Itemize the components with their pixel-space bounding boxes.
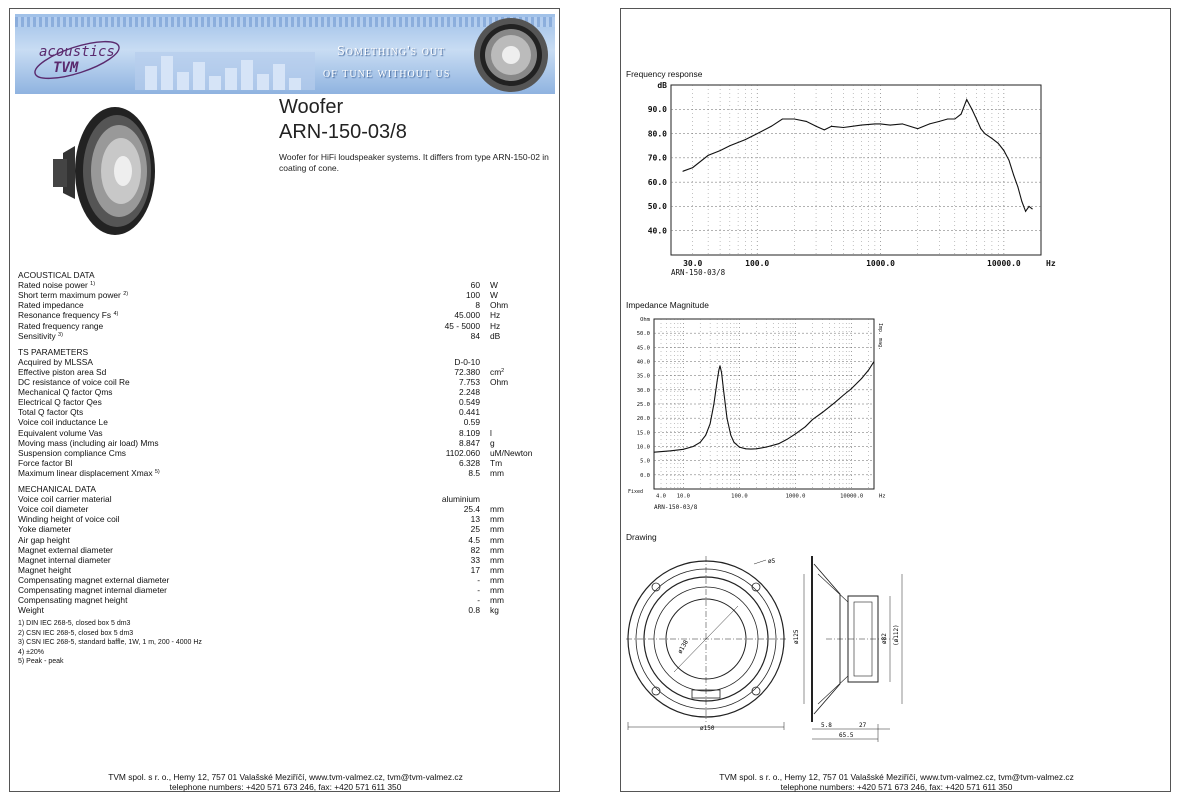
spec-name: Equivalent volume Vas [18,427,103,438]
data-point [778,443,779,444]
footer-phone: telephone numbers: +420 571 673 246, fax: +420 571 611 350 [169,782,402,792]
x-tick-label: 100.0 [731,493,748,500]
spec-row [18,377,538,387]
series-line [683,100,1032,212]
data-point [980,128,981,129]
x-tick-label: 1000.0 [866,259,895,268]
impedance-magnitude-chart [626,311,891,511]
spec-name: Yoke diameter [18,524,72,535]
spec-name: Moving mass (including air load) Mms [18,437,159,448]
logo-brand: TVM [53,60,79,76]
y-tick-label: 30.0 [636,387,650,394]
section-heading: ACOUSTICAL DATA [18,270,95,280]
data-point [1003,150,1004,151]
spec-row [18,357,538,367]
spec-value: - [477,574,480,585]
data-point [795,433,796,434]
footnote: 2) CSN IEC 268-5, closed box 5 dm3 [18,629,134,637]
header-banner [15,14,555,94]
spec-value: 8.109 [459,427,480,438]
spec-footnote-ref: 4) [113,311,119,318]
y-tick-label: 5.0 [640,458,650,465]
data-point [831,126,832,127]
data-point [861,125,862,126]
spec-name: Force factor Bl [18,457,73,468]
data-point [745,448,746,449]
spec-row [18,300,538,310]
spec-value: 72.380 [454,366,480,377]
side-label: Imp. mag. [877,323,883,351]
data-point [890,125,891,126]
data-point [917,128,918,129]
spec-unit: $cm^2$ [490,366,505,377]
spec-row [18,280,538,290]
y-tick-label: 50.0 [647,202,667,212]
spec-unit: uM/Newton [490,447,533,458]
data-point [670,450,671,451]
slogan-line-2: of tune without us [323,66,451,81]
y-tick-label: 40.0 [647,226,667,236]
data-point [816,126,817,127]
dim-hole-circle: ø138 [676,638,690,655]
data-point [812,419,813,420]
footnote: 3) CSN IEC 268-5, standard baffle, 1W, 1 m, 200 - 4000 Hz [18,639,202,647]
spec-row [18,524,538,534]
data-point [708,155,709,156]
x-tick-label: 10000.0 [840,493,864,500]
side-view [804,556,902,742]
spec-name: Effective piston area Sd [18,366,107,377]
data-point [954,119,955,120]
spec-value: 82 [470,544,480,555]
y-tick-label: 35.0 [636,373,650,380]
spec-name: Voice coil inductance Le [18,417,108,428]
spec-unit: mm [490,467,504,478]
spec-unit: g [490,437,495,448]
dim-flange: 5.8 [821,722,832,729]
spec-row [18,290,538,300]
spec-row [18,310,538,320]
spec-value: 25.4 [463,504,480,515]
dim-hole: ø5 [768,558,776,565]
y-tick-label: 20.0 [636,416,650,423]
spec-name: Compensating magnet external diameter [18,574,170,585]
data-point [1021,201,1022,202]
chart-model-caption: ARN-150-03/8 [654,504,698,511]
y-tick-label: 70.0 [647,153,667,163]
spec-unit: mm [490,554,504,565]
spec-name: Mechanical Q factor Qms [18,387,113,398]
spec-value: 25 [470,524,480,535]
data-point [991,138,992,139]
data-point [745,139,746,140]
spec-value: 7.753 [459,377,480,387]
x-tick-label: 1000.0 [785,493,806,500]
spec-value: 13 [470,514,480,525]
product-description: Woofer for HiFi loudspeaker systems. It differs from type ARN-150-02 in coating of cone. [279,152,549,173]
data-point [700,442,701,443]
dim-total-depth: 65.5 [839,732,854,739]
impedance-magnitude-label: Impedance Magnitude [626,300,709,310]
spec-row [18,595,538,605]
spec-footnote-ref: 5) [154,468,160,475]
spec-row [18,468,538,478]
chart-model-caption: ARN-150-03/8 [671,268,726,277]
spec-row [18,448,538,458]
data-point [861,378,862,379]
data-point [939,121,940,122]
footer-address: TVM spol. s r. o., Hemy 12, 757 01 Valašské Meziříčí, www.tvm-valmez.cz, tvm@tvm-valmez.cz [108,772,463,782]
data-point [984,133,985,134]
plot-frame [671,85,1041,255]
spec-name: Short term maximum power $^{2)}$ [18,290,129,301]
spec-name: Rated impedance [18,300,84,311]
spec-value: 84 [470,330,480,341]
x-axis-unit: Hz [1046,259,1056,268]
spec-value: 0.441 [459,407,480,418]
spec-value: 0.8 [468,605,480,616]
data-point [874,361,875,362]
x-axis-unit: Hz [879,493,886,500]
data-point [734,442,735,443]
footer-address: TVM spol. s r. o., Hemy 12, 757 01 Valašské Meziříčí, www.tvm-valmez.cz, tvm@tvm-valmez.cz [719,772,1074,782]
data-point [756,448,757,449]
spec-row [18,545,538,555]
data-point [1025,211,1026,212]
product-type: Woofer [279,96,344,118]
y-axis-unit: dB [657,81,667,91]
spec-unit: Hz [490,320,501,331]
data-point [966,99,967,100]
spec-name: Winding height of voice coil [18,514,120,525]
data-point [843,127,844,128]
spec-unit: mm [490,595,504,606]
spec-name: Magnet height [18,564,72,575]
spec-name: Magnet internal diameter [18,554,111,565]
spec-unit: mm [490,534,504,545]
data-point [786,439,787,440]
spec-unit: mm [490,544,504,555]
spec-row [18,565,538,575]
data-point [822,412,823,413]
x-tick-label: 10000.0 [987,259,1021,268]
spec-row [18,331,538,341]
fixed-label: Fixed [628,489,644,495]
data-point [1017,187,1018,188]
logo-word: acoustics [39,44,115,60]
spec-value: 6.328 [459,457,480,468]
spec-value: 0.59 [463,417,480,428]
data-point [998,143,999,144]
series-line [654,362,874,453]
spec-footnote-ref: 3) [58,331,63,338]
frequency-response-chart [626,77,1056,277]
spec-row [18,494,538,504]
spec-name: Resonance frequency Fs $^{4)}$ [18,310,119,321]
data-point [729,145,730,146]
spec-value: 8.847 [459,437,480,448]
spec-unit: Hz [490,310,501,321]
data-point [719,365,720,366]
data-point [766,447,767,448]
data-point [1029,206,1030,207]
footnote: 1) DIN IEC 268-5, closed box 5 dm3 [18,620,131,628]
spec-name: Air gap height [18,534,70,545]
spec-name: Suspension compliance Cms [18,447,126,458]
spec-value: - [477,585,480,595]
data-point [851,388,852,389]
spec-row [18,585,538,595]
spec-value: 17 [470,564,480,575]
dim-baffle-cutout: ø125 [793,629,800,644]
data-point [880,123,881,124]
spec-name: Sensitivity $^{3)}$ [18,330,63,341]
company-footer [10,772,561,792]
data-point [782,119,783,120]
product-model: ARN-150-03/8 [279,121,407,143]
spec-row [18,458,538,468]
spec-name: Weight [18,605,44,616]
spec-value: 33 [470,554,480,565]
unit-exponent: 2 [501,367,505,374]
data-point [757,133,758,134]
front-view [626,556,786,730]
spec-unit: mm [490,524,504,535]
spec-unit: Ohm [490,300,509,311]
x-tick-label: 100.0 [745,259,770,268]
data-point [961,114,962,115]
data-point [824,129,825,130]
spec-row [18,504,538,514]
spec-row [18,438,538,448]
data-point [739,447,740,448]
y-tick-label: 80.0 [647,129,667,139]
y-tick-label: 25.0 [636,401,650,408]
spec-unit: kg [490,605,499,616]
footnote: 4) ±20% [18,648,45,656]
data-point [727,418,728,419]
y-tick-label: 40.0 [636,359,650,366]
data-point [654,452,655,453]
woofer-photo [45,101,165,241]
y-axis-unit: Ohm [640,317,650,324]
spec-footnote-ref: 1) [90,281,96,288]
data-point [976,119,977,120]
spec-row [18,397,538,407]
data-point [692,167,693,168]
footnote: 5) Peak - peak [18,657,64,665]
spec-row [18,321,538,331]
data-point [947,119,948,120]
x-tick-label: 10.0 [676,493,690,500]
data-point [874,123,875,124]
spec-row [18,555,538,565]
data-point [805,426,806,427]
dim-magnet-depth: 27 [859,722,867,729]
spec-value: D-0-10 [454,356,480,367]
y-tick-label: 45.0 [636,345,650,352]
technical-drawing [626,544,926,744]
spec-name: Maximum linear displacement Xmax $^{5)}$ [18,467,160,478]
spec-row [18,387,538,397]
spec-unit: Ohm [490,377,509,387]
x-tick-label: 4.0 [656,493,666,500]
spec-unit: mm [490,514,504,525]
spec-unit: W [490,280,498,291]
spec-value: 45 - 5000 [444,320,480,331]
data-point [971,109,972,110]
spec-value: - [477,595,480,606]
datasheet-page-back [620,8,1171,792]
dim-magnet: ø82 [881,633,888,644]
data-point [723,389,724,390]
footer-phone: telephone numbers: +420 571 673 246, fax: +420 571 611 350 [780,782,1013,792]
spec-name: Voice coil carrier material [18,494,112,505]
data-point [710,423,711,424]
spec-name: Electrical Q factor Qes [18,397,102,408]
data-point [1032,208,1033,209]
company-footer [621,772,1172,792]
data-point [834,402,835,403]
spec-value: 60 [470,280,480,291]
spec-value: 4.5 [468,534,480,545]
spec-value: 1102.060 [445,447,480,458]
spec-value: 8.5 [468,467,480,478]
data-point [717,381,718,382]
section-heading: TS PARAMETERS [18,346,89,357]
data-point [705,435,706,436]
spec-row [18,535,538,545]
spec-row [18,417,538,427]
data-point [1013,174,1014,175]
spec-unit: dB [490,330,501,341]
spec-unit: mm [490,504,504,515]
spec-value: 45.000 [454,310,480,321]
data-point [682,171,683,172]
data-point [720,150,721,151]
y-tick-label: 0.0 [640,472,650,479]
spec-name: Total Q factor Qts [18,407,84,418]
data-point [730,435,731,436]
section-heading: MECHANICAL DATA [18,484,97,494]
data-point [794,119,795,120]
datasheet-page-front [9,8,560,792]
slogan-line-1: Something's out [337,44,446,59]
spec-unit: mm [490,574,504,585]
spec-name: Compensating magnet height [18,595,128,606]
y-tick-label: 15.0 [636,430,650,437]
spec-unit: mm [490,585,504,595]
frequency-response-label: Frequency response [626,69,703,79]
data-point [842,395,843,396]
spec-name: Rated noise power $^{1)}$ [18,280,96,291]
tvm-logo [25,32,125,88]
data-point [902,123,903,124]
banner-bars-graphic [135,42,315,90]
y-tick-label: 90.0 [647,105,667,115]
spec-name: Acquired by MLSSA [18,356,93,367]
data-point [868,370,869,371]
data-point [693,446,694,447]
spec-row [18,428,538,438]
spec-footnote-ref: 2) [123,291,129,298]
data-point [806,121,807,122]
spec-unit: Tm [490,457,503,468]
spec-row [18,367,538,377]
spec-unit: l [490,427,492,438]
spec-name: DC resistance of voice coil Re [18,377,130,387]
data-point [683,449,684,450]
data-point [771,126,772,127]
spec-unit: mm [490,564,504,575]
drawing-label: Drawing [626,532,657,542]
spec-unit: W [490,290,498,301]
spec-name: Magnet external diameter [18,544,113,555]
spec-value: aluminium [441,494,480,505]
y-tick-label: 50.0 [636,331,650,338]
dim-frame: (ø112) [893,624,900,646]
spec-row [18,514,538,524]
spec-value: 0.549 [459,397,480,408]
data-point [718,370,719,371]
data-point [1008,160,1009,161]
banner-speaker-image [471,16,549,94]
spec-name: Compensating magnet internal diameter [18,585,167,595]
spec-row [18,605,538,615]
y-tick-label: 60.0 [647,177,667,187]
spec-name: Rated frequency range [18,320,104,331]
spec-row [18,575,538,585]
spec-value: 8 [475,300,480,311]
data-point [721,372,722,373]
data-point [713,404,714,405]
data-point [929,123,930,124]
spec-row [18,407,538,417]
spec-value: 100 [466,290,480,301]
data-point [750,449,751,450]
x-tick-label: 30.0 [683,259,703,268]
spec-value: 2.248 [459,387,480,398]
spec-name: Voice coil diameter [18,504,89,515]
y-tick-label: 10.0 [636,444,650,451]
product-title [279,95,407,145]
dim-outer-diameter: ø150 [700,725,715,732]
